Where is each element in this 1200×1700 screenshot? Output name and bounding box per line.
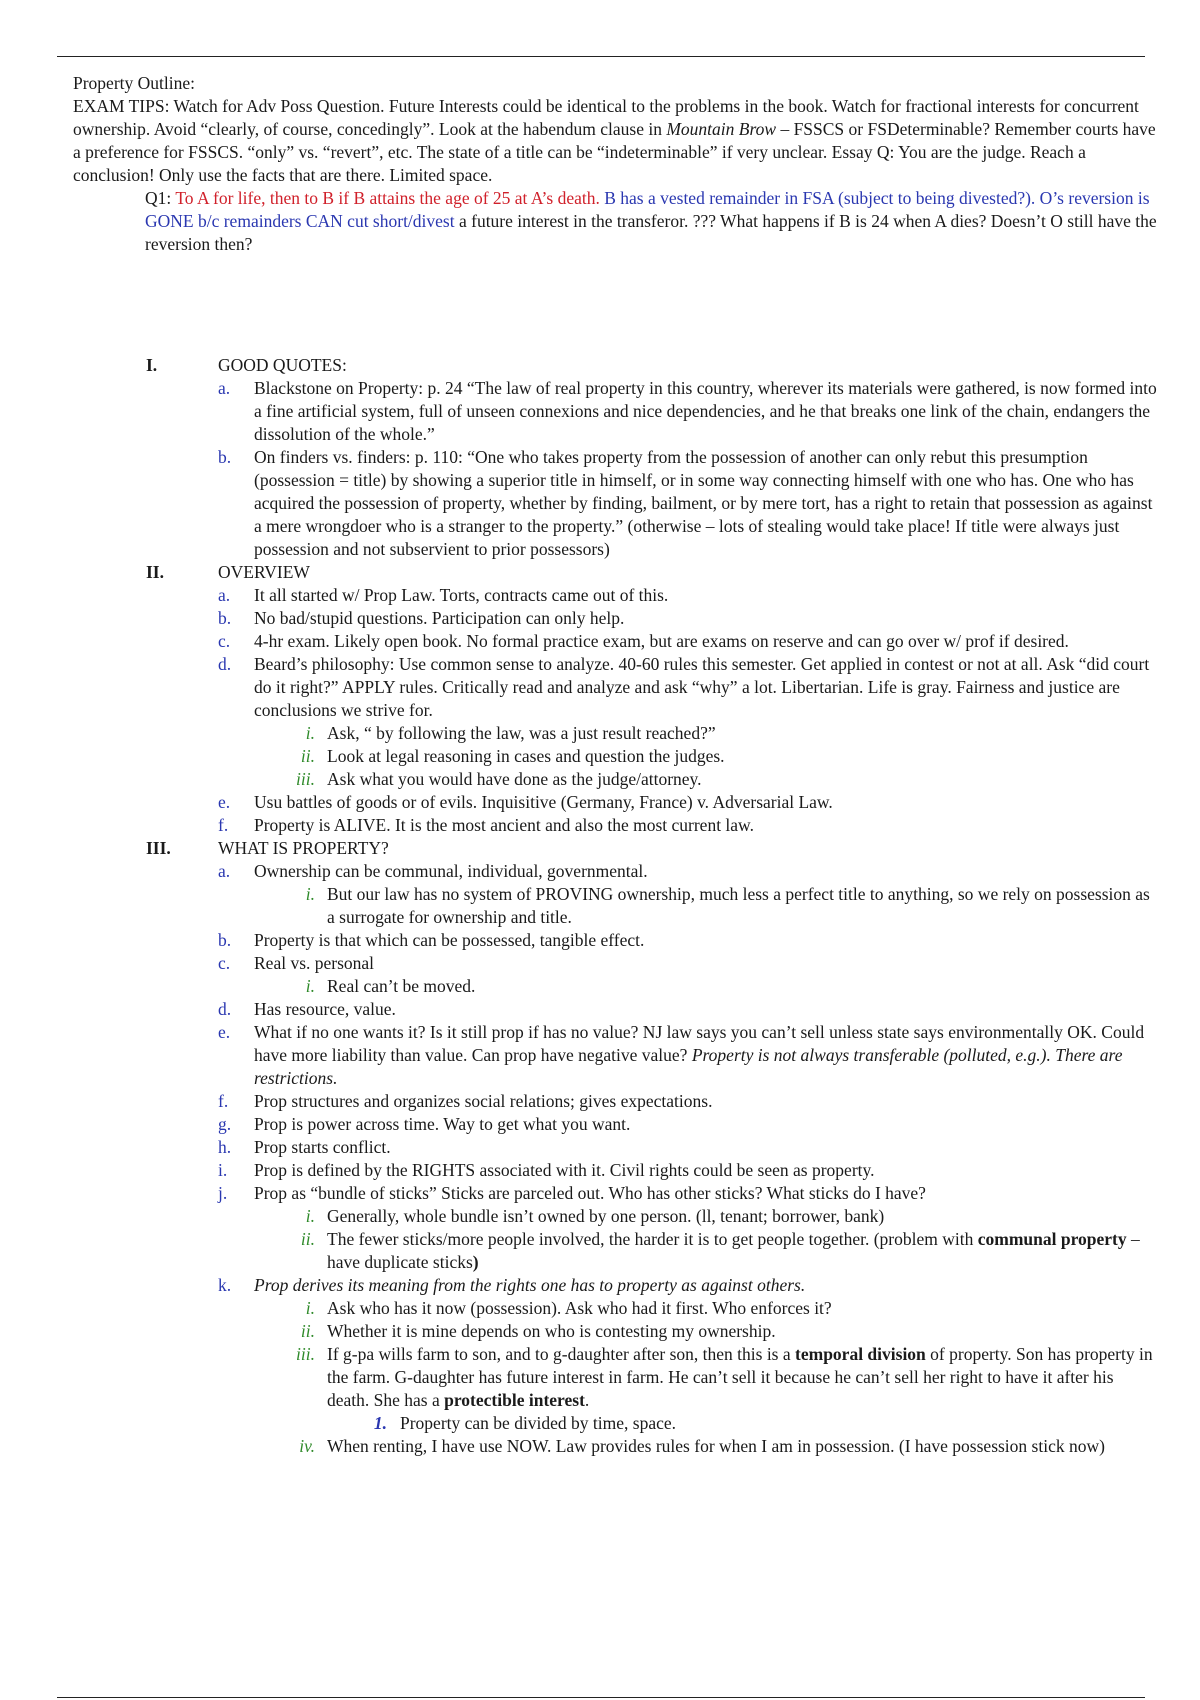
list-item: b. On finders vs. finders: p. 110: “One who takes property from the possession of another can only rebut this presumption (possession = title) by showing a superior title in himself, or in some way connecting himself with one who has. One who has acquired the possession of property, whether by finding, bailment, or by mere tort, has a right to retain that possession as against a mere wrongdoer who is a stranger to the property.” (otherwise – lots of stealing would take place! If title were always just possession and not subservient to prior possessors) (218, 447, 1153, 559)
spacer (73, 256, 1158, 354)
section-heading: II. OVERVIEW (146, 562, 310, 582)
section-label: II. (146, 562, 164, 582)
top-rule (57, 56, 1145, 57)
list-item: h. Prop starts conflict. (218, 1137, 391, 1157)
list-item: a. It all started w/ Prop Law. Torts, contracts came out of this. (218, 585, 669, 605)
sub-list-item: ii. Whether it is mine depends on who is contesting my ownership. (300, 1321, 776, 1341)
q1-question (145, 187, 1158, 256)
sub-sub-list-item: 1. Property can be divided by time, space. (373, 1413, 677, 1433)
list-item: c. 4-hr exam. Likely open book. No formal practice exam, but are exams on reserve and can go over w/ prof if desired. (218, 631, 1069, 651)
list-item: g. Prop is power across time. Way to get what you want. (218, 1114, 631, 1134)
list-item: i. Prop is defined by the RIGHTS associated with it. Civil rights could be seen as property. (218, 1160, 875, 1180)
section-label: I. (146, 355, 158, 375)
list-item: e. Usu battles of goods or of evils. Inquisitive (Germany, France) v. Adversarial Law. (218, 792, 833, 812)
sub-list-item: iii. Ask what you would have done as the judge/attorney. (296, 769, 702, 789)
sub-list-item: i. But our law has no system of PROVING ownership, much less a perfect title to anything, so we rely on possession as a surrogate for ownership and title. (305, 884, 1150, 927)
list-item: j. Prop as “bundle of sticks” Sticks are parceled out. Who has other sticks? What sticks do I have? (218, 1183, 926, 1203)
section-heading: III. WHAT IS PROPERTY? (146, 838, 389, 858)
q1-analysis: B has a vested remainder in FSA (subject to being divested?). O’s reversion is GONE b/c remainders CAN cut short/divest (145, 188, 1150, 231)
section-label: III. (146, 838, 171, 858)
section-heading: I. GOOD QUOTES: (146, 355, 347, 375)
sub-list-item: iv. When renting, I have use NOW. Law provides rules for when I am in possession. (I have possession stick now) (299, 1436, 1105, 1456)
list-item: k. Prop derives its meaning from the rights one has to property as against others. (218, 1275, 806, 1295)
list-item: a. Ownership can be communal, individual, governmental. (218, 861, 648, 881)
list-item: d. Has resource, value. (218, 999, 396, 1019)
list-item: b. No bad/stupid questions. Participation can only help. (218, 608, 625, 628)
list-item: a. Blackstone on Property: p. 24 “The law of real property in this country, wherever its materials were gathered, is now formed into a fine artificial system, full of unseen connexions and nice dependencies, and he that breaks one link of the chain, endangers the dissolution of the whole.” (218, 378, 1157, 444)
exam-tips (73, 95, 1158, 187)
q1-label: Q1: (145, 188, 176, 208)
list-item: f. Prop structures and organizes social relations; gives expectations. (218, 1091, 713, 1111)
list-item: c. Real vs. personal (218, 953, 375, 973)
sub-list-item: ii. The fewer sticks/more people involved, the harder it is to get people together. (problem with communal property – have duplicate sticks) (300, 1229, 1140, 1272)
q1-conveyance: To A for life, then to B if B attains the age of 25 at A’s death. (175, 188, 600, 208)
bottom-rule (57, 1697, 1145, 1698)
list-item: f. Property is ALIVE. It is the most ancient and also the most current law. (218, 815, 754, 835)
q1-followup: a future interest in the transferor. ??? What happens if B is 24 when A dies? Doesn’t O still have the reversion then? (145, 211, 1157, 254)
sub-list-item: i. Real can’t be moved. (305, 976, 476, 996)
sub-list-item: i. Ask, “ by following the law, was a just result reached?” (305, 723, 716, 743)
document-body (73, 72, 1158, 1458)
sub-list-item: i. Generally, whole bundle isn’t owned by one person. (ll, tenant; borrower, bank) (305, 1206, 885, 1226)
sub-list-item: i. Ask who has it now (possession). Ask who had it first. Who enforces it? (305, 1298, 832, 1318)
exam-tips-text: EXAM TIPS: Watch for Adv Poss Question. Future Interests could be identical to the problems in the book. Watch for fractional interests for concurrent ownership. Avoid “clearly, of course, concedingly”. Look at the habendum clause in (73, 96, 1139, 139)
sub-list-item: ii. Look at legal reasoning in cases and question the judges. (300, 746, 725, 766)
sub-list-item: iii. If g-pa wills farm to son, and to g-daughter after son, then this is a temporal division of property. Son has property in the farm. G-daughter has future interest in farm. He can’t sell it because he can’t sell her right to have it after his death. She has a protectible interest. (296, 1344, 1153, 1410)
list-item: d. Beard’s philosophy: Use common sense to analyze. 40-60 rules this semester. Get applied in contest or not at all. Ask “did court do it right?” APPLY rules. Critically read and analyze and ask “why” a lot. Libertarian. Life is gray. Fairness and justice are conclusions we strive for. (218, 654, 1150, 720)
case-name: Mountain Brow (666, 119, 777, 139)
document-title: Property Outline: (73, 73, 195, 93)
list-item: e. What if no one wants it? Is it still prop if has no value? NJ law says you can’t sell unless state says environmentally OK. Could have more liability than value. Can prop have negative value? Property is not always transferable (polluted, e.g.). There are restrictions. (218, 1022, 1145, 1088)
exam-tips-text-cont: – FSSCS or FSDeterminable? Remember courts have a preference for FSSCS. “only” vs. “revert”, etc. The state of a title can be “indeterminable” if very unclear. Essay Q: You are the judge. Reach a conclusion! Only use the facts that are there. Limited space. (73, 119, 1156, 185)
list-item: b. Property is that which can be possessed, tangible effect. (218, 930, 645, 950)
